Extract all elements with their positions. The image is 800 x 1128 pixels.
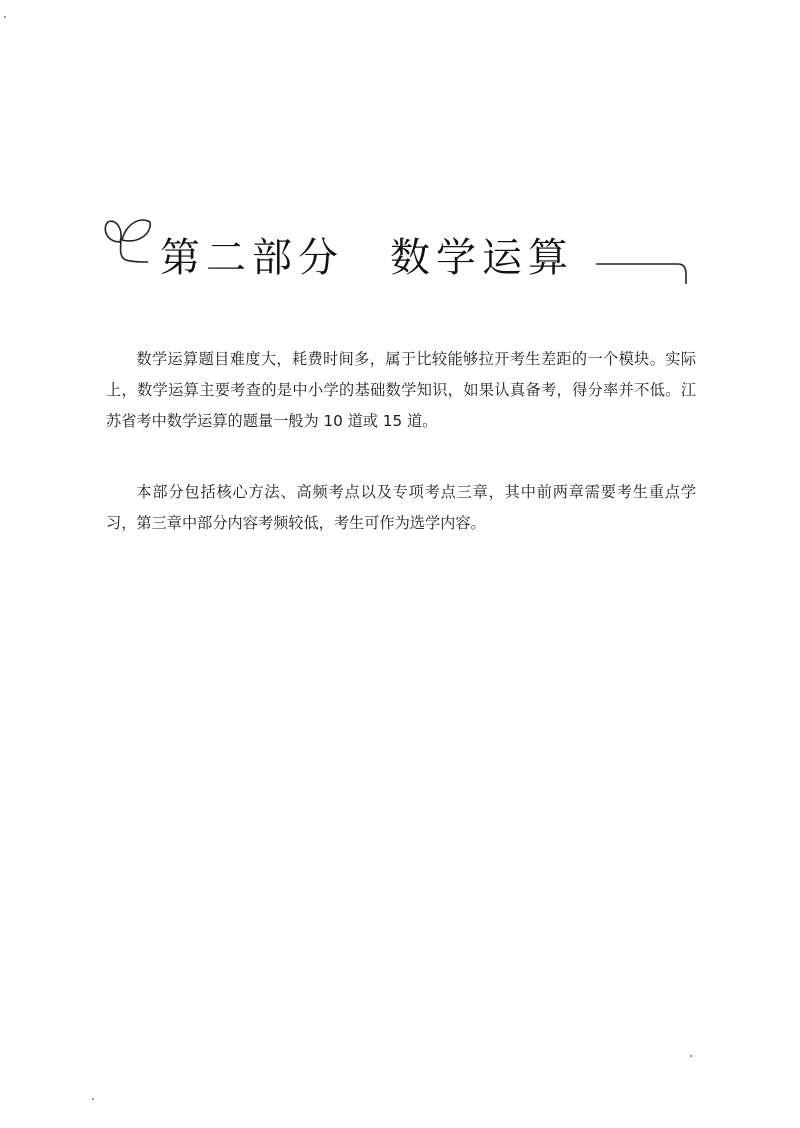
section-title: 第二部分 数学运算 xyxy=(160,235,574,281)
scan-speck xyxy=(92,1098,94,1100)
sprout-icon xyxy=(100,206,160,286)
scan-speck xyxy=(690,1055,692,1057)
title-underline-decoration xyxy=(594,246,694,286)
section-header xyxy=(100,206,700,296)
scan-speck xyxy=(4,16,6,18)
scope-paragraph: 本部分包括核心方法、高频考点以及专项考点三章，其中前两章需要考生重点学习，第三章中部分内容考频较低，考生可作为选学内容。 xyxy=(106,483,696,532)
intro-paragraph: 数学运算题目难度大，耗费时间多，属于比较能够拉开考生差距的一个模块。实际上，数学运算主要考查的是中小学的基础数学知识，如果认真备考，得分率并不低。江苏省考中数学运算的题量一般为 10 道或 15 道。 xyxy=(106,350,696,430)
